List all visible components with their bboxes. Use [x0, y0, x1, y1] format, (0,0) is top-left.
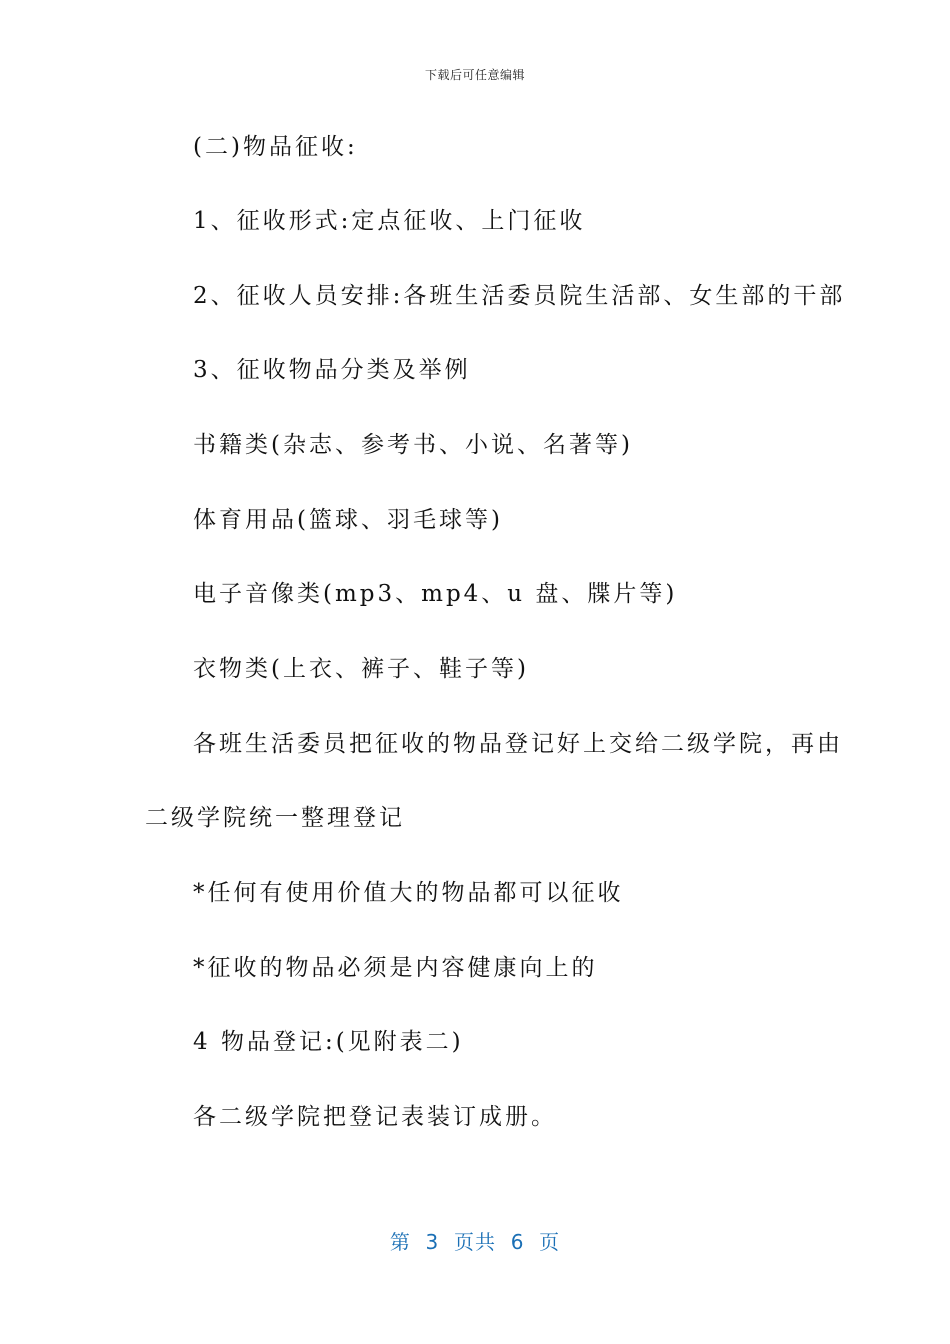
text-line: 4 物品登记:(见附表二) [193, 1029, 464, 1055]
text-line: 3、征收物品分类及举例 [193, 357, 471, 383]
text-line: 衣物类(上衣、裤子、鞋子等) [193, 656, 529, 682]
text-line: 各二级学院把登记表装订成册。 [193, 1104, 557, 1130]
text-line: *征收的物品必须是内容健康向上的 [193, 955, 598, 981]
page-header-note: 下载后可任意编辑 [424, 68, 525, 82]
page-number: 第 3 页共 6 页 [389, 1230, 561, 1254]
text-line: 各班生活委员把征收的物品登记好上交给二级学院，再由 [193, 731, 843, 757]
section-heading: (二)物品征收: [193, 134, 358, 160]
text-line: 书籍类(杂志、参考书、小说、名著等) [193, 432, 633, 458]
text-line: 电子音像类(mp3、mp4、u 盘、牒片等) [193, 581, 678, 607]
text-line: 二级学院统一整理登记 [145, 805, 405, 831]
text-line: *任何有使用价值大的物品都可以征收 [193, 880, 624, 906]
text-line: 2、征收人员安排:各班生活委员院生活部、女生部的干部 [193, 283, 846, 309]
text-line: 1、征收形式:定点征收、上门征收 [193, 208, 586, 234]
text-line: 体育用品(篮球、羽毛球等) [193, 507, 503, 533]
